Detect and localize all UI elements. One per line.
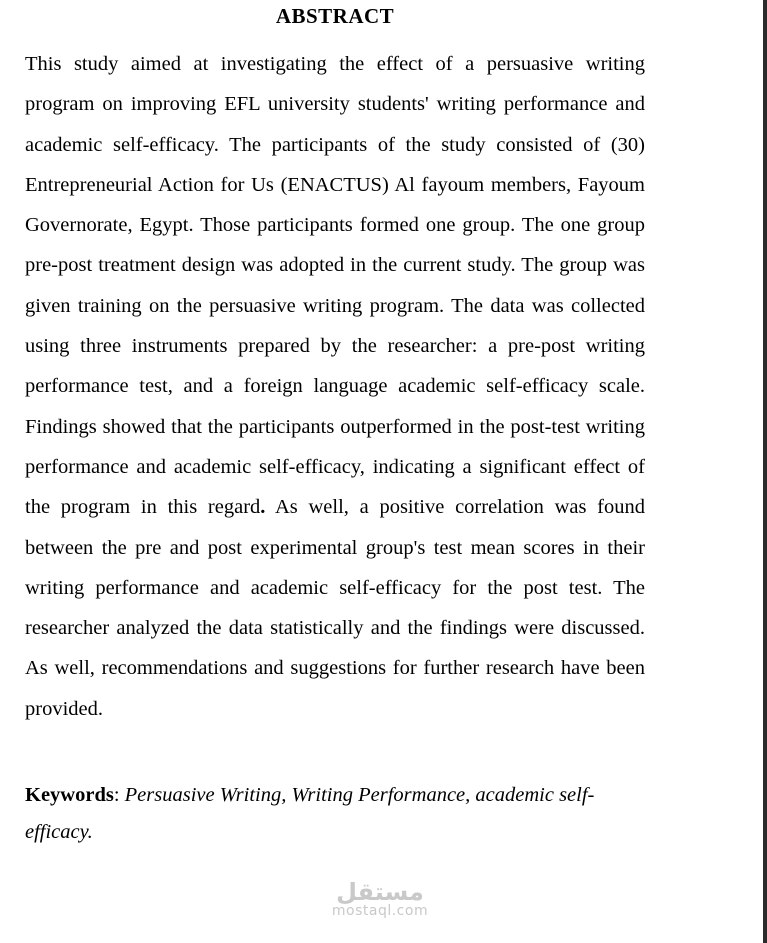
abstract-paragraph [25,44,645,729]
abstract-bold-period: . [260,496,266,519]
mostaql-logo: مستقل [336,878,424,906]
mostaql-watermark [328,879,432,919]
document-page [25,0,645,851]
keywords-value: Persuasive Writing, Writing Performance, academic self-efficacy. [25,784,595,844]
abstract-text-part1: This study aimed at investigating the effect of a persuasive writing program on improving EFL university students' writing performance and academic self-efficacy. The participants of the study consisted of (30) Entrepreneurial Action for Us (ENACTUS) Al fayoum members, Fayoum Governorate, Egypt. Those participants formed one group. The one group pre-post treatment design was adopted in the current study. The group was given training on the persuasive writing program. The data was collected using three instruments prepared by the researcher: a pre-post writing performance test, and a foreign language academic self-efficacy scale. Findings showed that the participants outperformed in the post-test writing performance and academic self-efficacy, indicating a significant effect of the program in this regard [25,53,645,519]
mostaql-site-text: mostaql.com [331,903,429,919]
scan-edge-bar [763,0,767,943]
keywords-line [25,777,645,851]
abstract-text-part2: As well, a positive correlation was found between the pre and post experimental group's test mean scores in their writing performance and academic self-efficacy for the post test. The researcher analyzed the data statistically and the findings were discussed. As well, recommendations and suggestions for further research have been provided. [25,496,645,720]
keywords-label: Keywords [25,784,114,807]
keywords-separator: : [113,784,125,807]
abstract-title: ABSTRACT [275,4,395,28]
